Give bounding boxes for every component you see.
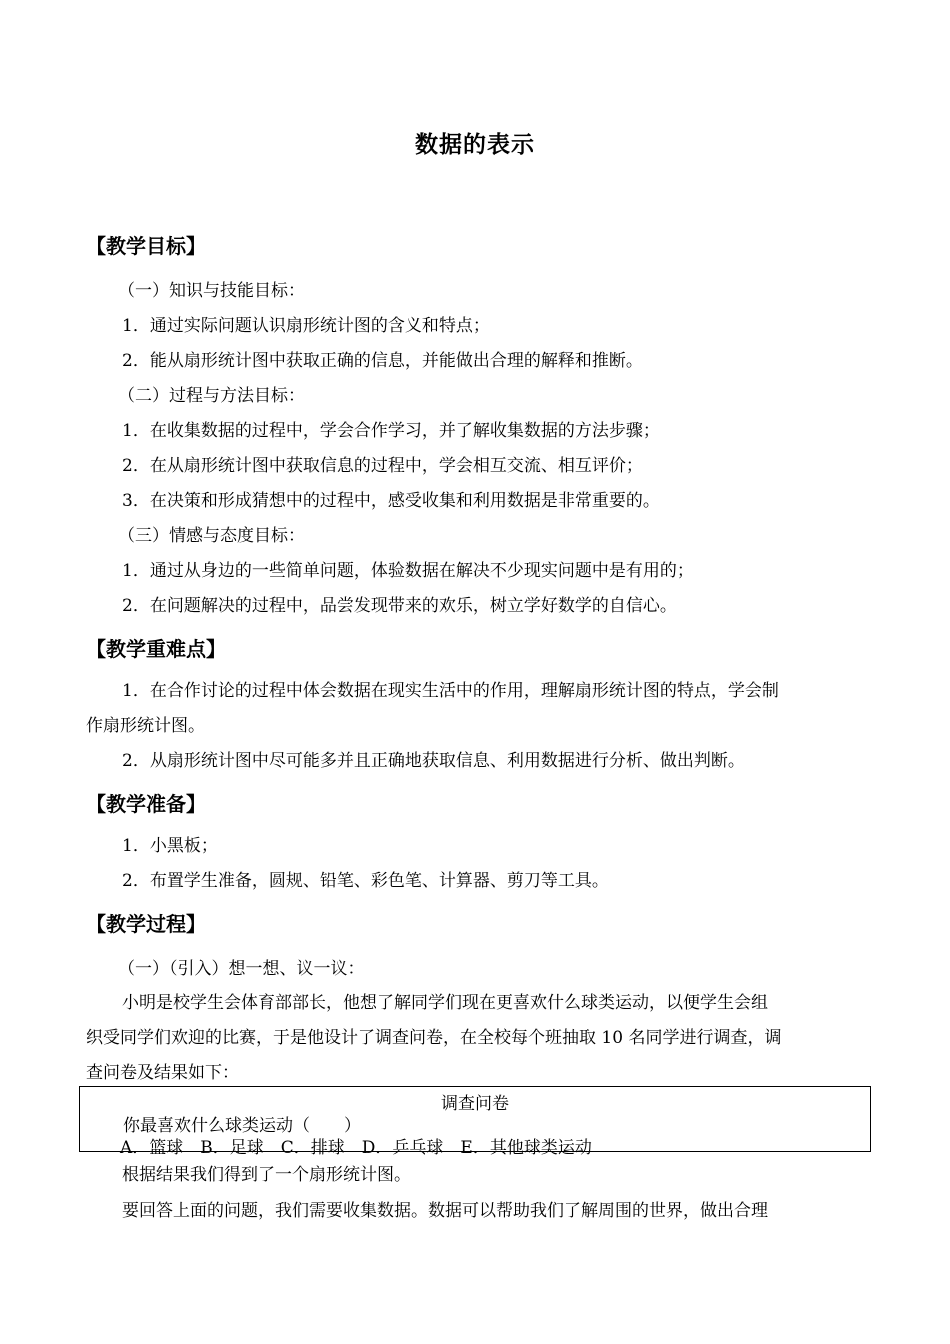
paragraph-line: 作扇形统计图。 [86,716,205,736]
paragraph-line: 根据结果我们得到了一个扇形统计图。 [122,1165,411,1185]
paragraph-line: 要回答上面的问题，我们需要收集数据。数据可以帮助我们了解周围的世界，做出合理 [122,1201,768,1221]
heading-preparation: 【教学准备】 [86,792,206,816]
paragraph-line: 织受同学们欢迎的比赛，于是他设计了调查问卷，在全校每个班抽取 10 名同学进行调查，调 [86,1028,782,1048]
list-item: 3．在决策和形成猜想中的过程中，感受收集和利用数据是非常重要的。 [122,491,660,511]
list-item: 1．小黑板； [122,836,218,856]
subheading-intro: （一）（引入）想一想、议一议： [118,959,365,979]
survey-title: 调查问卷 [441,1094,509,1114]
paragraph-line: 查问卷及结果如下： [86,1063,239,1083]
list-item: 2．能从扇形统计图中获取正确的信息，并能做出合理的解释和推断。 [122,351,643,371]
paragraph-line: 2．从扇形统计图中尽可能多并且正确地获取信息、利用数据进行分析、做出判断。 [122,751,745,771]
subheading-attitude: （三）情感与态度目标： [118,526,305,546]
heading-teaching-goals: 【教学目标】 [86,234,206,258]
paragraph-line: 1．在合作讨论的过程中体会数据在现实生活中的作用，理解扇形统计图的特点，学会制 [122,681,779,701]
subheading-knowledge: （一）知识与技能目标： [118,281,305,301]
heading-teaching-process: 【教学过程】 [86,912,206,936]
page-title: 数据的表示 [415,131,535,158]
survey-box [79,1086,871,1158]
paragraph-line: 小明是校学生会体育部部长，他想了解同学们现在更喜欢什么球类运动，以便学生会组 [122,993,768,1013]
list-item: 2．在从扇形统计图中获取信息的过程中，学会相互交流、相互评价； [122,456,643,476]
list-item: 2．布置学生准备，圆规、铅笔、彩色笔、计算器、剪刀等工具。 [122,871,609,891]
subheading-process: （二）过程与方法目标： [118,386,305,406]
list-item: 1．在收集数据的过程中，学会合作学习，并了解收集数据的方法步骤； [122,421,660,441]
survey-options: A．篮球 B．足球 C．排球 D．乒乓球 E．其他球类运动 [120,1138,592,1158]
list-item: 1．通过实际问题认识扇形统计图的含义和特点； [122,316,490,336]
list-item: 2．在问题解决的过程中，品尝发现带来的欢乐，树立学好数学的自信心。 [122,596,677,616]
list-item: 1．通过从身边的一些简单问题，体验数据在解决不少现实问题中是有用的； [122,561,694,581]
heading-key-points: 【教学重难点】 [86,637,226,661]
survey-question: 你最喜欢什么球类运动（ ） [123,1116,361,1136]
